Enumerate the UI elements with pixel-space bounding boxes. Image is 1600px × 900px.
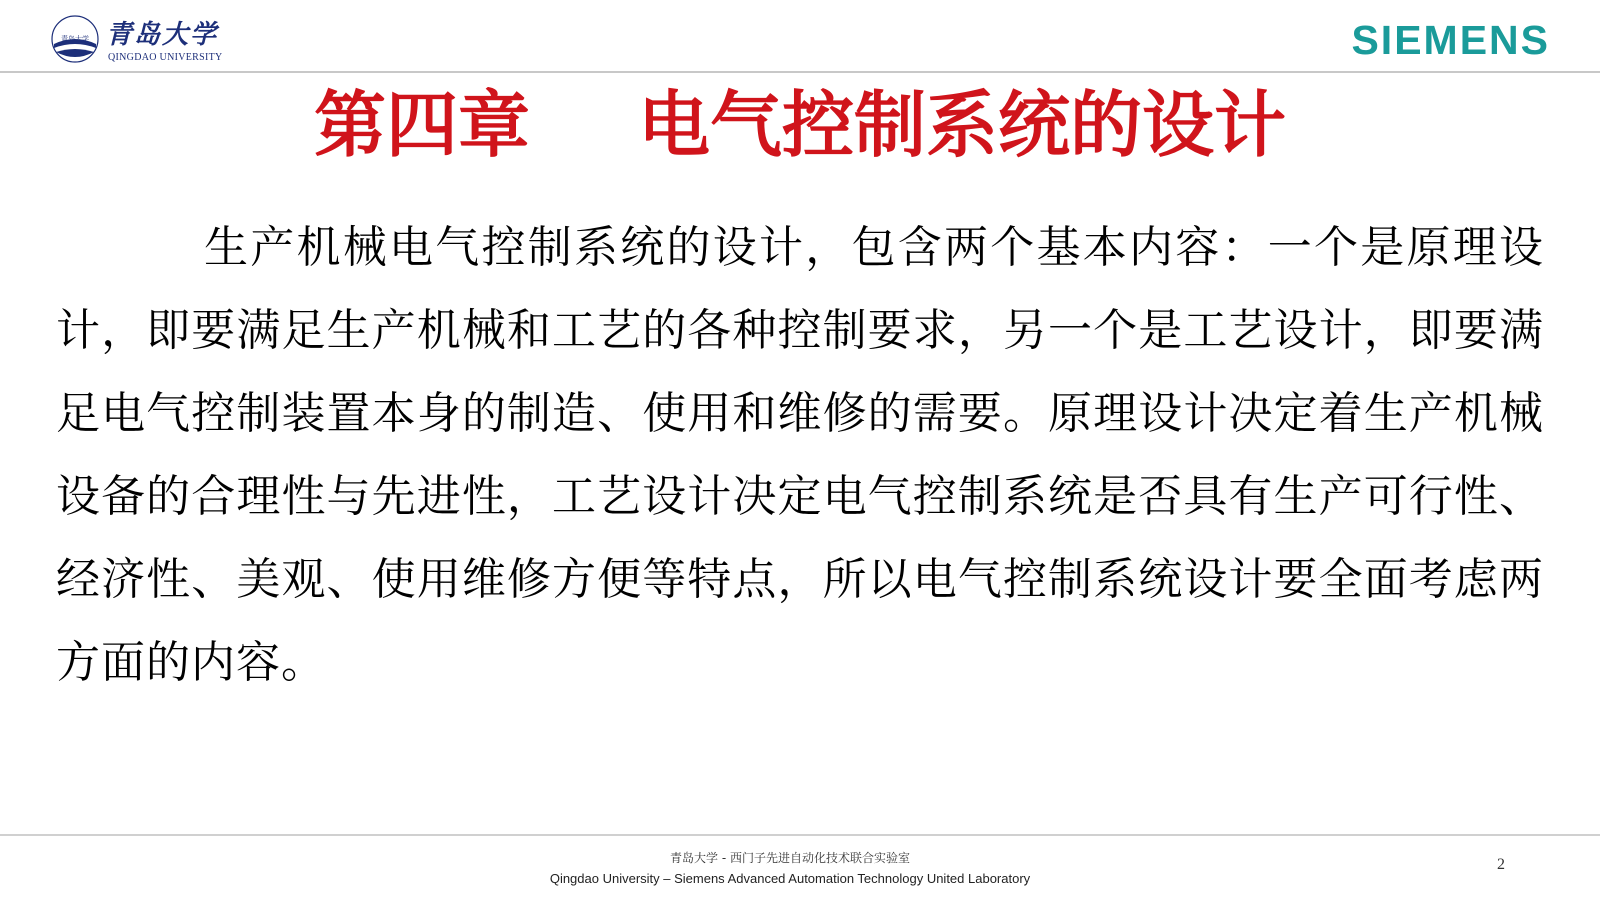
title-chapter: 第四章 bbox=[313, 83, 530, 167]
slide-body-paragraph: 生产机械电气控制系统的设计，包含两个基本内容：一个是原理设计，即要满足生产机械和工艺的各种控制要求，另一个是工艺设计，即要满足电气控制装置本身的制造、使用和维修的需要。原理设计决定着生产机械设备的合理性与先进性，工艺设计决定电气控制系统是否具有生产可行性、经济性、美观、使用维修方便等特点，所以电气控制系统设计要全面考虑两方面的内容。 bbox=[56, 222, 1544, 688]
slide-title bbox=[0, 82, 1600, 168]
header-divider bbox=[0, 71, 1600, 73]
slide-header bbox=[0, 0, 1600, 72]
footer-lab-name-en: Qingdao University – Siemens Advanced Automation Technology United Laboratory bbox=[549, 871, 1031, 886]
university-emblem-icon bbox=[50, 14, 100, 64]
footer-lab-name-cn: 青岛大学 - 西门子先进自动化技术联合实验室 bbox=[670, 851, 910, 865]
qingdao-university-logo bbox=[50, 12, 230, 68]
university-name-en: QINGDAO UNIVERSITY bbox=[108, 52, 223, 63]
page-number: 2 bbox=[1497, 856, 1505, 873]
footer-divider bbox=[0, 834, 1600, 836]
title-text: 电气控制系统的设计 bbox=[638, 83, 1287, 167]
siemens-logo: SIEMENS bbox=[1351, 17, 1550, 63]
university-name-cn: 青岛大学 bbox=[106, 20, 219, 50]
emblem-text: 青岛大学 bbox=[61, 35, 89, 43]
